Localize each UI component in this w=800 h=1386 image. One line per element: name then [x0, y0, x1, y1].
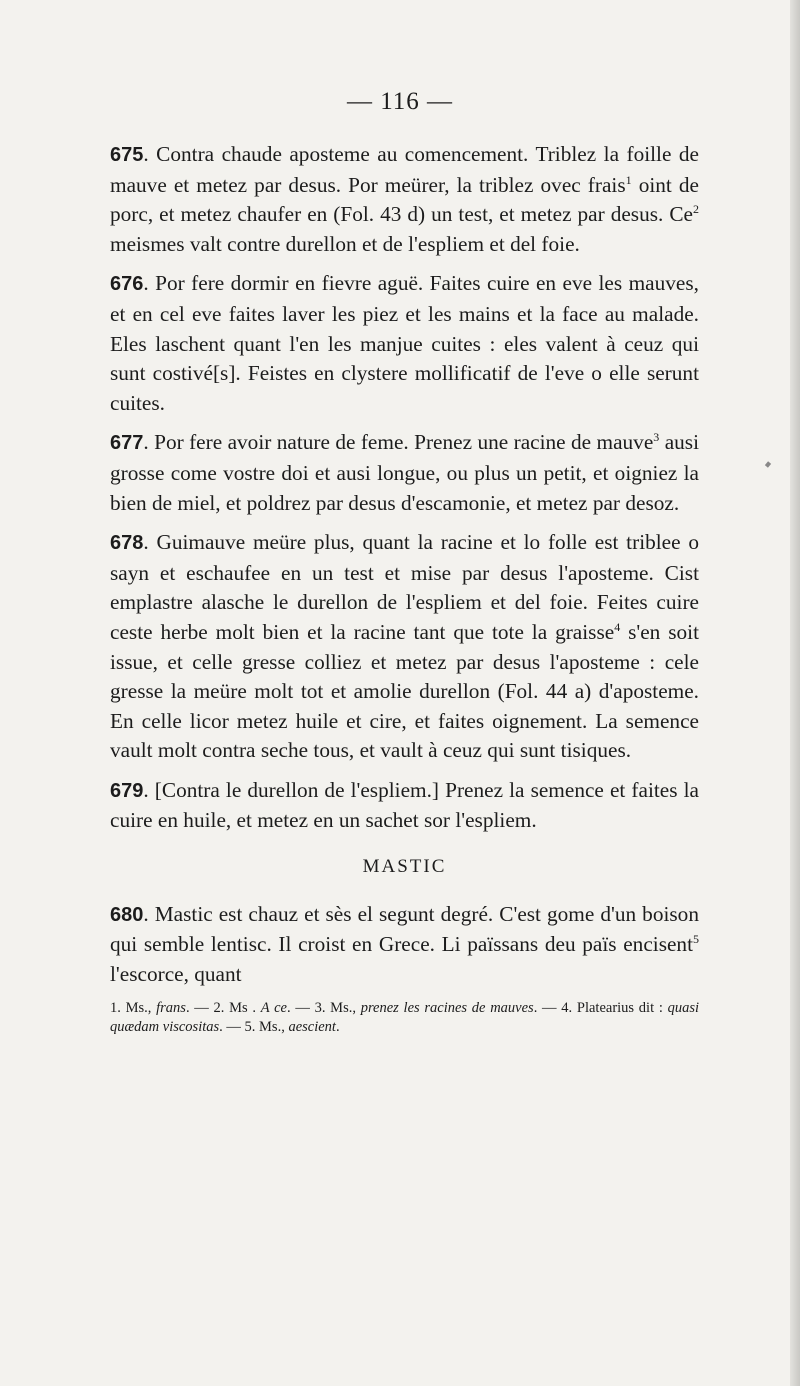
- footnote-text: . Ms.,: [321, 1000, 361, 1017]
- footnote-number: 1: [110, 1000, 118, 1017]
- footnote-reference: 2: [693, 202, 699, 217]
- main-text: [110, 140, 699, 1037]
- entry-text-continued: meismes valt contre durellon et de l'espliem et del foie.: [110, 231, 580, 256]
- footnote-quote: frans: [156, 1000, 186, 1017]
- entry-675: [110, 140, 699, 259]
- footnote-number: 4: [561, 1000, 569, 1017]
- footnote-3: [315, 1000, 562, 1016]
- entry-number: 678: [110, 532, 144, 555]
- entry-text-continued: l'escorce, quant: [110, 961, 242, 986]
- footnote-reference: 1: [625, 172, 632, 187]
- footnote-text: . Ms.,: [251, 1019, 289, 1036]
- footnote-text: .: [335, 1019, 340, 1036]
- footnote-quote: A ce: [260, 1000, 287, 1017]
- footnotes: [110, 999, 699, 1037]
- entry-dot: .: [143, 901, 155, 926]
- footnote-quote: aescient: [288, 1019, 336, 1036]
- footnote-number: 2: [213, 1000, 221, 1017]
- entry-text: Guimauve meüre plus, quant la racine et lo folle est triblee o sayn et eschaufee en un test et mise par desus l'aposteme. Cist emplastre alasche le durellon de l'espliem et del foie. Feites cuire ceste herbe molt bien et la racine tant que tote la graisse: [110, 530, 699, 644]
- footnote-reference: 5: [693, 932, 699, 947]
- page-number: — 116 —: [346, 88, 454, 115]
- entry-dot: .: [143, 271, 156, 296]
- entry-text-continued: oint de porc, et metez chaufer en (Fol. 43 d) un test, et metez par desus. Ce: [110, 172, 700, 227]
- entry-number: 676: [110, 273, 144, 296]
- footnote-text: . —: [185, 1000, 214, 1017]
- footnote-number: 5: [244, 1019, 252, 1036]
- entry-text-continued: ausi grosse come vostre doi et ausi longue, ou plus un petit, et oigniez la bien de miel, et poldrez par desus d'escamonie, et metez par desoz.: [110, 430, 699, 515]
- footnote-quote: prenez les racines de mauves: [360, 1000, 534, 1017]
- entry-text: Por fere avoir nature de feme. Prenez une racine de mauve: [154, 430, 654, 455]
- footnote-number: 3: [314, 1000, 322, 1017]
- entry-dot: .: [143, 530, 157, 555]
- footnote-text: . —: [533, 1000, 562, 1017]
- section-title: MASTIC: [362, 856, 447, 878]
- entry-677: [110, 428, 699, 518]
- entry-680: [110, 900, 699, 990]
- footnote-reference: 3: [653, 430, 660, 445]
- entry-text-continued: s'en soit issue, et celle gresse colliez et metez par desus l'aposteme : cele gresse la meüre molt tot et amolie durellon (Fol. 44 a) d'aposteme. En celle licor metez huile et cire, et faites oignement. La semence vault molt contra seche tous, et vault à ceuz qui sunt tisiques.: [110, 619, 699, 763]
- entry-number: 675: [110, 144, 144, 166]
- footnote-2: [214, 1000, 315, 1016]
- entry-number: 680: [110, 903, 144, 926]
- footnote-text: . Ms.,: [117, 1000, 157, 1017]
- footnote-text: . Platearius dit :: [568, 1000, 668, 1017]
- footnote-reference: 4: [614, 619, 621, 634]
- entry-text: Contra chaude aposteme au comencement. Triblez la foille de mauve et metez par desus. Por meürer, la triblez ovec frais: [110, 142, 699, 197]
- entry-679: [110, 776, 699, 836]
- footnote-text: . —: [219, 1019, 245, 1036]
- entries-list: [110, 140, 699, 836]
- entry-dot: .: [143, 777, 155, 802]
- footnote-1: [110, 1000, 214, 1016]
- footnote-text: . Ms .: [220, 1000, 261, 1017]
- entry-number: 677: [110, 432, 144, 455]
- entry-676: [110, 269, 699, 418]
- footnote-text: . —: [286, 1000, 315, 1017]
- entry-678: [110, 528, 699, 766]
- entry-text: Mastic est chauz et sès el segunt degré. C'est gome d'un boison qui semble lentisc. Il croist en Grece. Li païssans deu païs encisent: [110, 901, 699, 957]
- entry-dot: .: [143, 430, 155, 455]
- entry-text: [Contra le durellon de l'espliem.] Prenez la semence et faites la cuire en huile, et metez en un sachet sor l'espliem.: [110, 777, 699, 833]
- footnote-5: [245, 1019, 340, 1035]
- entry-dot: .: [143, 142, 157, 166]
- entry-text: Por fere dormir en fievre aguë. Faites cuire en eve les mauves, et en cel eve faites laver les piez et les mains et la face au malade. Eles laschent quant l'en les manjue cuites : eles valent à ceuz qui sunt costivé[s]. Feistes en clystere mollificatif de l'eve o elle serunt cuites.: [110, 271, 699, 415]
- footnote-quote: quasi quædam viscositas: [110, 1000, 700, 1036]
- entry-number: 679: [110, 779, 144, 802]
